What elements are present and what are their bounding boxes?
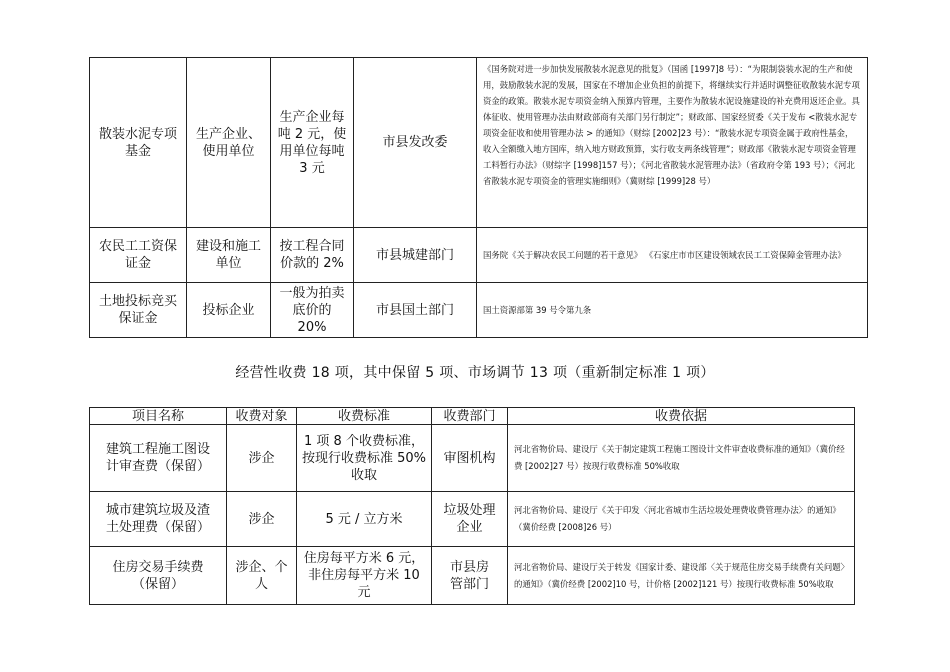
charge-department: 市县发改委 bbox=[354, 58, 477, 228]
charge-target: 投标企业 bbox=[187, 283, 271, 338]
table-row bbox=[90, 492, 855, 547]
table-row bbox=[90, 58, 868, 228]
charge-department: 市县国土部门 bbox=[354, 283, 477, 338]
charge-department: 审图机构 bbox=[432, 425, 508, 492]
table-row bbox=[90, 425, 855, 492]
charge-target: 涉企、个人 bbox=[227, 547, 297, 605]
item-name: 散装水泥专项基金 bbox=[90, 58, 187, 228]
section-heading: 经营性收费 18 项，其中保留 5 项、市场调节 13 项（重新制定标准 1 项） bbox=[235, 365, 715, 381]
charge-basis: 《国务院对进一步加快发展散装水泥意见的批复》（国函 [1997]8 号）：“为限制袋装水泥的生产和使用，鼓励散装水泥的发展，国家在不增加企业负担的前提下，将继续实行并适时调整征收散装水泥专项资金的政策。散装水泥专项资金纳入预算内管理，主要作为散装水泥设施建设的补充费用返还企业。具体征收、使用管理办法由财政部商有关部门另行制定”；财政部、国家经贸委《关于发布 <散装水泥专项资金征收和使用管理办法 > 的通知》（财综 [2002]23 号）：“散装水泥专项资金属于政府性基金，收入全额缴入地方国库，纳入地方财政预算，实行收支两条线管理”；财政部《散装水泥专项资金管理工料暂行办法》（财综字 [1998]157 号）；《河北省散装水泥管理办法》（省政府令第 193 号）；《河北省散装水泥专项资金的管理实施细则》（冀财综 [1999]28 号） bbox=[477, 58, 868, 228]
column-header: 收费部门 bbox=[432, 408, 508, 425]
charge-basis: 国务院《关于解决农民工问题的若干意见》 《石家庄市市区建设领域农民工工资保障金管理办法》 bbox=[477, 228, 868, 283]
charge-target: 生产企业、使用单位 bbox=[187, 58, 271, 228]
charge-basis: 河北省物价局、建设厅《关于制定建筑工程施工图设计文件审查收费标准的通知》（冀价经费 [2002]27 号）按现行收费标准 50%收取 bbox=[508, 425, 855, 492]
charge-target: 涉企 bbox=[227, 492, 297, 547]
table-header-row bbox=[90, 408, 855, 425]
charge-basis: 河北省物价局、建设厅《关于印发〈河北省城市生活垃圾处理费收费管理办法〉的通知》（冀价经费 [2008]26 号） bbox=[508, 492, 855, 547]
charge-department: 市县房管部门 bbox=[432, 547, 508, 605]
column-header: 收费依据 bbox=[508, 408, 855, 425]
charge-department: 垃圾处理企业 bbox=[432, 492, 508, 547]
table-row bbox=[90, 547, 855, 605]
column-header: 收费标准 bbox=[297, 408, 432, 425]
charge-basis: 国土资源部第 39 号令第九条 bbox=[477, 283, 868, 338]
table-row bbox=[90, 283, 868, 338]
item-name: 农民工工资保证金 bbox=[90, 228, 187, 283]
item-name: 住房交易手续费 （保留） bbox=[90, 547, 227, 605]
table-row bbox=[90, 228, 868, 283]
charge-standard: 按工程合同价款的 2% bbox=[271, 228, 354, 283]
item-name: 建筑工程施工图设计审查费（保留） bbox=[90, 425, 227, 492]
item-name: 土地投标竞买保证金 bbox=[90, 283, 187, 338]
fee-table bbox=[89, 407, 855, 605]
column-header: 收费对象 bbox=[227, 408, 297, 425]
charge-standard: 5 元 / 立方米 bbox=[297, 492, 432, 547]
fund-table bbox=[89, 57, 868, 338]
charge-basis: 河北省物价局、建设厅关于转发《国家计委、建设部〈关于规范住房交易手续费有关问题〉的通知》（冀价经费 [2002]10 号，计价格 [2002]121 号）按现行收费标准 50%收取 bbox=[508, 547, 855, 605]
item-name: 城市建筑垃圾及渣土处理费（保留） bbox=[90, 492, 227, 547]
charge-standard: 生产企业每吨 2 元，使用单位每吨 3 元 bbox=[271, 58, 354, 228]
charge-standard: 住房每平方米 6 元，非住房每平方米 10 元 bbox=[297, 547, 432, 605]
charge-standard: 一般为拍卖底价的 20% bbox=[271, 283, 354, 338]
charge-standard: 1 项 8 个收费标准，按现行收费标准 50%收取 bbox=[297, 425, 432, 492]
column-header: 项目名称 bbox=[90, 408, 227, 425]
charge-target: 涉企 bbox=[227, 425, 297, 492]
charge-target: 建设和施工单位 bbox=[187, 228, 271, 283]
charge-department: 市县城建部门 bbox=[354, 228, 477, 283]
